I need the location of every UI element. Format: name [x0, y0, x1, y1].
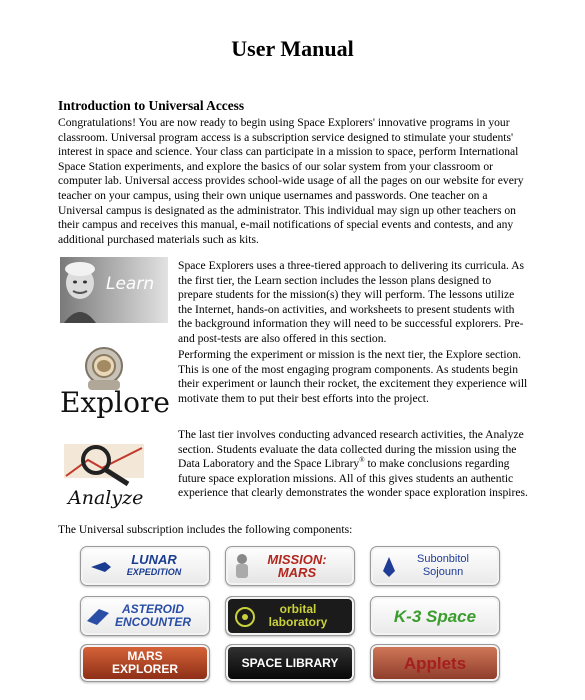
- spaceship-icon: [87, 609, 109, 625]
- space-library-button[interactable]: [225, 644, 355, 682]
- mission-line1: MISSION:: [267, 552, 327, 567]
- rocket-icon: [91, 560, 111, 574]
- mars-explorer-button[interactable]: [80, 644, 210, 682]
- orbital-laboratory-button[interactable]: [225, 596, 355, 636]
- section-heading: Introduction to Universal Access: [58, 98, 245, 113]
- learn-paragraph: Space Explorers uses a three-tiered approach to delivering its curricula. As the first tier, the Learn section includes the lesson plans designed to prepare students for the mission(s) they will perform. The lessons utilize the Internet, hands-on activities, and worksheets to present students with the background information they will need to be successful explorers. Pre- and post-tests are also offered in this section.: [178, 259, 525, 345]
- k3-label: K-3 Space: [393, 606, 477, 626]
- analyze-label: Analyze: [68, 487, 144, 509]
- analyze-text-before: The last tier involves conducting advanced research activities, the Analyze section. Students evaluate the data collected during the mission using the Data Laboratory and the Space Library: [178, 428, 524, 471]
- orbital-line2: laboratory: [268, 615, 328, 629]
- learn-image: [58, 255, 170, 325]
- suborbital-sojourn-button[interactable]: [370, 546, 500, 586]
- suborbital-line2: Sojounn: [422, 566, 464, 578]
- suborbital-line1: Subonbitol: [417, 553, 469, 565]
- asteroid-encounter-button[interactable]: [80, 596, 210, 636]
- page-title: User Manual: [231, 36, 354, 61]
- mars-line2: EXPLORER: [111, 662, 178, 676]
- learn-label: Learn: [106, 274, 155, 294]
- lunar-line2: EXPEDITION: [126, 567, 182, 577]
- library-label: SPACE LIBRARY: [241, 655, 339, 670]
- analyze-paragraph: [178, 428, 528, 501]
- components-intro: The Universal subscription includes the following components:: [58, 523, 353, 536]
- rocket-icon: [381, 557, 397, 577]
- analyze-image: [58, 440, 170, 512]
- asteroid-line1: ASTEROID: [121, 602, 184, 616]
- explore-label: Explore: [60, 386, 170, 419]
- explore-image: [58, 344, 170, 420]
- lunar-expedition-button[interactable]: [80, 546, 210, 586]
- intro-paragraph: Congratulations! You are now ready to begin using Space Explorers' innovative programs in your classroom. Universal program access is a subscription service designed to stimulate your students' interest in space and science. Your class can participate in a mission to space, perform International Space Station experiments, and explore the basics of our solar system from your classroom or computer lab. Universal access provides school-wide usage of all the pages on our website for every teacher on your campus, using their own unique usernames and passwords. One teacher on a Universal campus is designated as the administrator. This individual may sign up other teachers on their campus and receives this manual, e-mail notifications of special events and contests, and any additional purchased materials such as kits.: [58, 116, 524, 246]
- asteroid-line2: ENCOUNTER: [114, 615, 191, 629]
- explore-paragraph: Performing the experiment or mission is the next tier, the Explore section. This is one of the most engaging program components. As students begin their experiment or launch their rocket, the excitement they experience will motivate them to put their best efforts into the project.: [178, 348, 528, 405]
- mars-line1: MARS: [127, 649, 163, 663]
- lunar-line1: LUNAR: [131, 552, 177, 567]
- mission-mars-button[interactable]: [225, 546, 355, 586]
- applets-button[interactable]: [370, 644, 500, 682]
- astronaut-icon: [234, 554, 250, 578]
- orbital-line1: orbital: [279, 602, 317, 616]
- registered-mark: ®: [359, 456, 365, 465]
- k3-space-button[interactable]: [370, 596, 500, 636]
- applets-label: Applets: [403, 653, 467, 673]
- analyze-text-after: to make conclusions regarding future space exploration missions. All of this gives students an authentic experience that clearly demonstrates the wonder space exploration inspires.: [178, 457, 528, 500]
- satellite-icon: [234, 606, 256, 628]
- mission-line2: MARS: [277, 565, 317, 580]
